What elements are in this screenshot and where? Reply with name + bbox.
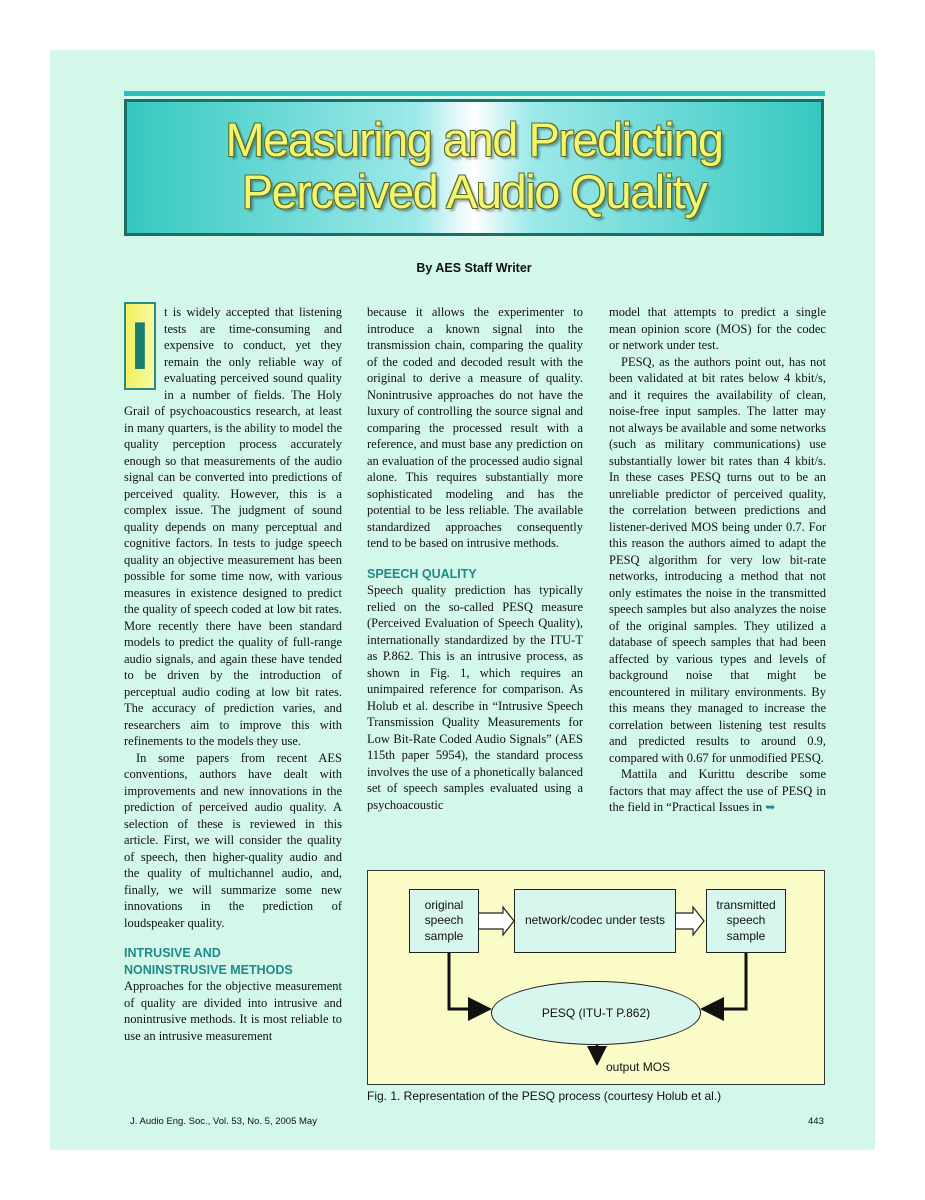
page-number: 443: [808, 1116, 824, 1127]
section-heading: [124, 945, 342, 978]
title-rule: [124, 91, 825, 96]
paragraph: [609, 766, 826, 816]
paragraph-text: Mattila and Kurittu describe some factors that may affect the use of PESQ in the field in “Practical Issues in: [609, 767, 826, 814]
paragraph: Approaches for the objective measurement of quality are divided into intrusive and nonintrusive methods. It is most reliable to use an intrusive measurement: [124, 979, 342, 1043]
paragraph: Speech quality prediction has typically relied on the so-called PESQ measure (Perceived Evaluation of Speech Quality), internationally standardized by the ITU-T as P.862. This is an intrusive process, as shown in Fig. 1, which requires an unimpaired reference for comparison. As Holub et al. describe in “Intrusive Speech Transmission Quality Measurements for Low Bit-Rate Coded Audio Signals” (AES 115th paper 5954), the standard process involves the use of a phonetically balanced set of speech samples evaluated using a psychoacoustic: [367, 583, 583, 812]
paragraph: PESQ, as the authors point out, has not been validated at bit rates below 4 kbit/s, and it requires the availability of clean, noise-free input samples. The latter may not always be available and some networks (such as military communications) use substantially lower bit rates than 4 kbit/s. In these cases PESQ turns out to be an unreliable predictor of perceived quality, the correlation between predictions and listener-derived MOS being under 0.7. For this reason the authors aimed to adapt the PESQ algorithm for very low bit-rate networks, introducing a method that not only estimates the noise in the transmitted speech samples but also analyzes the noise of the original samples. They utilized a database of speech samples that had been affected by various types and levels of background noise that might be encountered in military environments. By this means they managed to increase the correlation between listening test results and predicted results to around 0.9, compared with 0.67 for unmodified PESQ.: [609, 354, 826, 765]
title-banner: [124, 99, 824, 236]
title-line-2: Perceived Audio Quality: [241, 165, 707, 218]
arrow-original-to-pesq: [449, 952, 486, 1009]
paragraph: because it allows the experimenter to introduce a known signal into the transmission chain, comparing the quality of the coded and decoded result with the original to derive a measure of quality. Nonintrusive approaches do not have the luxury of controlling the source signal and comparing the processed result with a reference, and must base any prediction on an evaluation of the processed audio signal alone. This requires substantially more sophisticated modeling and has the potential to be less reliable. The available standardized approaches consequently tend to be based on intrusive methods.: [367, 305, 583, 550]
node-network-codec: network/codec under tests: [514, 889, 676, 953]
figure-caption: Fig. 1. Representation of the PESQ process (courtesy Holub et al.): [367, 1089, 722, 1103]
text-column-2: [367, 304, 583, 813]
output-mos-label: output MOS: [606, 1060, 671, 1074]
continue-arrow-icon: ➥: [765, 800, 776, 814]
node-original-sample: original speech sample: [409, 889, 479, 953]
heading-line: INTRUSIVE AND: [124, 946, 221, 960]
text-column-1: [124, 304, 342, 1044]
arrow-network-to-transmitted: [673, 907, 704, 935]
drop-cap: I: [124, 302, 156, 390]
paragraph: In some papers from recent AES conventions, authors have dealt with improvements and new innovations in the prediction of perceived audio quality. A selection of these is reviewed in this article. First, we will consider the quality of speech, then higher-quality audio and the quality of multichannel audio, and, finally, we will summarize some new innovations in the prediction of loudspeaker quality.: [124, 750, 342, 930]
node-transmitted-sample: transmitted speech sample: [706, 889, 786, 953]
paragraph-text: t is widely accepted that listening tests are time-consuming and expensive to conduct, yet they remain the only reliable way of evaluating perceived sound quality in a number of fields. The Holy Grail of psychoacoustics research, at least in many quarters, is the ability to model the quality perception process accurately enough so that measurements of the audio signal can be converted into predictions of perceived quality. However, this is a complex issue. The judgment of sound quality depends on many perceptual and cognitive factors. In tests to judge speech quality an objective measurement has been possible for some time now, with various measures in existence designed to predict the quality of speech coded at low bit rates. More recently there have been standard models to predict the quality of full-range audio signals, and again these have tended to be driven by the introduction of perceptual audio coding at low bit rates. The accuracy of prediction varies, and researchers aim to improve this with refinements to the models they use.: [124, 305, 342, 748]
arrow-transmitted-to-pesq: [706, 952, 746, 1009]
section-heading: SPEECH QUALITY: [367, 566, 477, 581]
byline: By AES Staff Writer: [416, 261, 532, 275]
paragraph: model that attempts to predict a single mean opinion score (MOS) for the codec or network under test.: [609, 305, 826, 352]
heading-line: NONINSTRUSIVE METHODS: [124, 962, 293, 977]
figure-1: [367, 870, 825, 1085]
article-title: [127, 114, 821, 218]
title-line-1: Measuring and Predicting: [225, 113, 723, 166]
paragraph: [124, 304, 342, 750]
text-column-3: [609, 304, 826, 816]
journal-citation: J. Audio Eng. Soc., Vol. 53, No. 5, 2005 May: [130, 1116, 317, 1127]
node-pesq: PESQ (ITU-T P.862): [491, 981, 701, 1045]
